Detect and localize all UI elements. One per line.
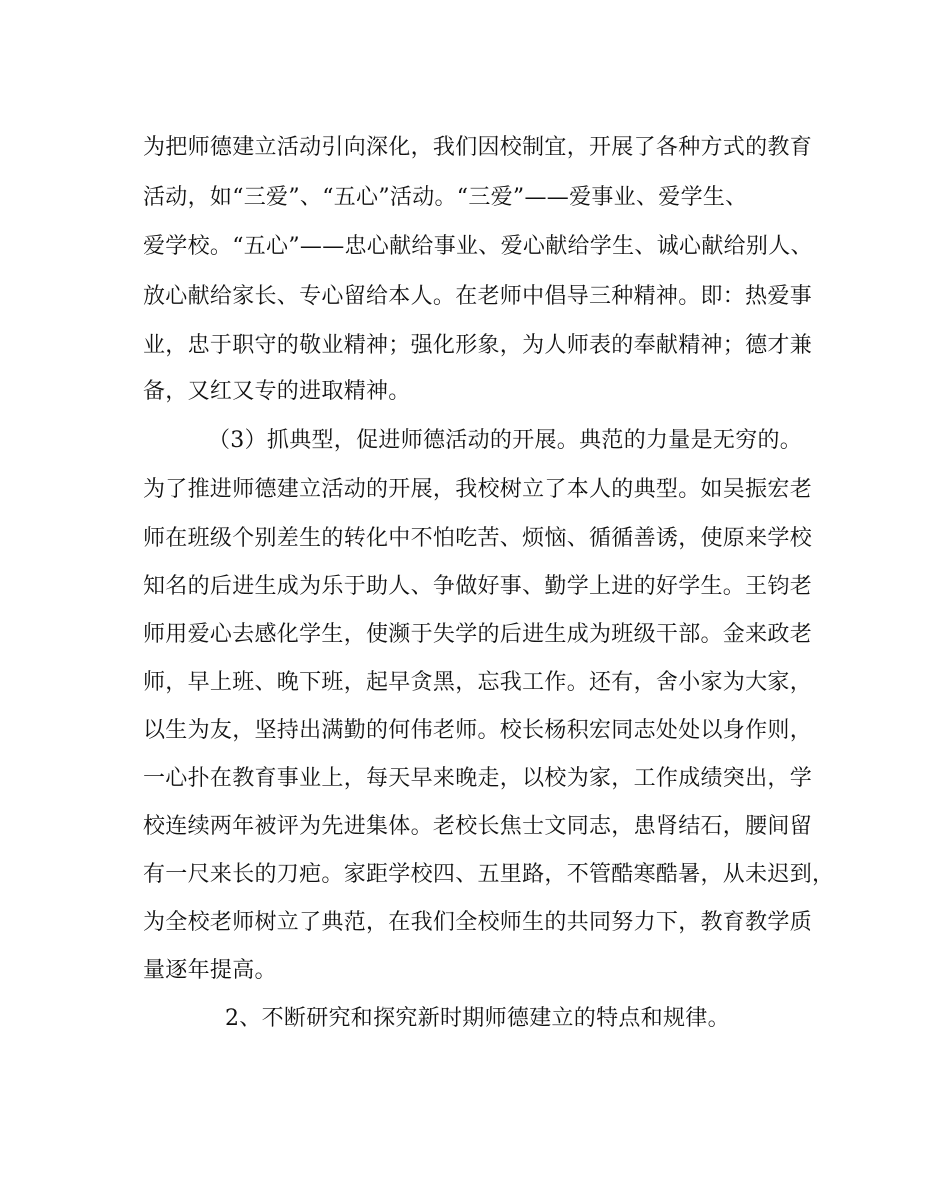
section-heading-line: （3）抓典型，促进师德活动的开展。典范的力量是无穷的。 (208, 428, 803, 453)
paragraph-line: 为全校老师树立了典范，在我们全校师生的共同努力下，教育教学质 (143, 910, 813, 935)
section-heading-line: 2、不断研究和探究新时期师德建立的特点和规律。 (225, 1006, 730, 1031)
paragraph-line: 备，又红又专的进取精神。 (143, 379, 411, 404)
paragraph-line: 校连续两年被评为先进集体。老校长焦士文同志，患肾结石，腰间留 (143, 814, 813, 839)
paragraph-line: 活动，如“三爱”、“五心”活动。“三爱”——爱事业、爱学生、 (143, 185, 748, 210)
paragraph-line: 知名的后进生成为乐于助人、争做好事、勤学上进的好学生。王钧老 (143, 574, 813, 599)
paragraph-line: 业，忠于职守的敬业精神；强化形象，为人师表的奉献精神；德才兼 (143, 333, 813, 358)
paragraph-line: 师，早上班、晚下班，起早贪黑，忘我工作。还有，舍小家为大家， (143, 670, 813, 695)
paragraph-line: 为了推进师德建立活动的开展，我校树立了本人的典型。如吴振宏老 (143, 477, 813, 502)
paragraph-line: 有一尺来长的刀疤。家距学校四、五里路，不管酷寒酷暑，从未迟到， (143, 862, 835, 887)
paragraph-line: 量逐年提高。 (143, 958, 277, 983)
paragraph-line: 一心扑在教育事业上，每天早来晚走，以校为家，工作成绩突出，学 (143, 766, 813, 791)
paragraph-line: 爱学校。“五心”——忠心献给事业、爱心献给学生、诚心献给别人、 (143, 234, 813, 259)
paragraph-line: 以生为友，坚持出满勤的何伟老师。校长杨积宏同志处处以身作则， (143, 718, 813, 743)
paragraph-line: 师在班级个别差生的转化中不怕吃苦、烦恼、循循善诱，使原来学校 (143, 526, 813, 551)
paragraph-line: 师用爱心去感化学生，使濒于失学的后进生成为班级干部。金来政老 (143, 622, 813, 647)
paragraph-line: 为把师德建立活动引向深化，我们因校制宜，开展了各种方式的教育 (143, 135, 813, 160)
paragraph-line: 放心献给家长、专心留给本人。在老师中倡导三种精神。即：热爱事 (143, 284, 813, 309)
